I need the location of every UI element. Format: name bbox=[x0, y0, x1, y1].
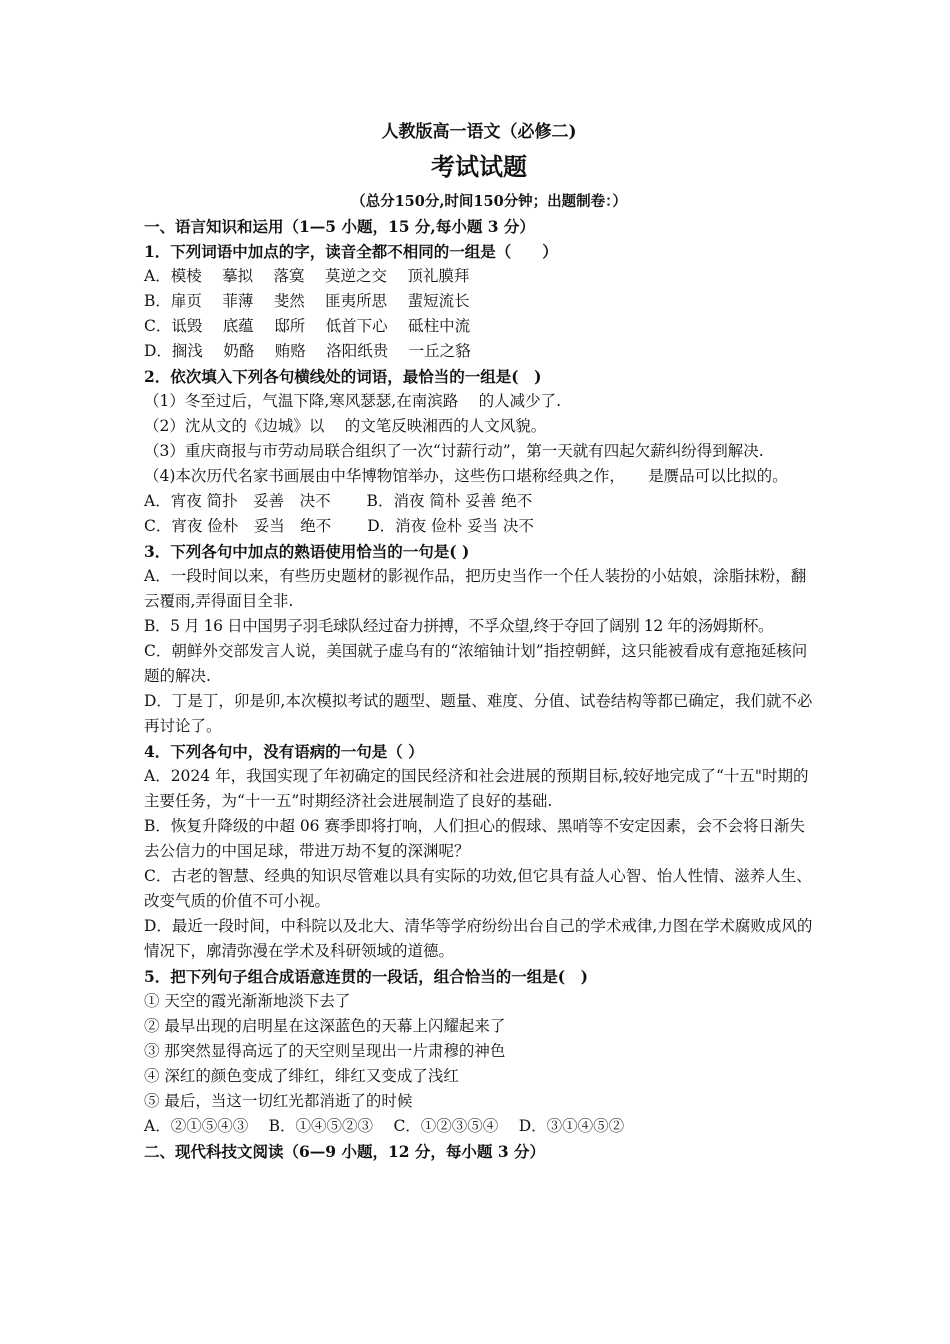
question-2-item-3: （3）重庆商报与市劳动局联合组织了一次“讨薪行动”，第一天就有四起欠薪纠纷得到解决. bbox=[144, 442, 764, 460]
question-2-item-4: （4)本次历代名家书画展由中华博物馆举办，这些伤口堪称经典之作， 是赝品可以比拟的。 bbox=[144, 467, 788, 485]
question-5-stem: 5．把下列句子组合成语意连贯的一段话，组合恰当的一组是( ) bbox=[144, 967, 588, 986]
question-3-stem: 3．下列各句中加点的熟语使用恰当的一句是( ) bbox=[144, 542, 470, 561]
question-3-option-d: D．丁是丁，卯是卯,本次模拟考试的题型、题量、难度、分值、试卷结构等都已确定，我们就不必再讨论了。 bbox=[144, 692, 813, 735]
question-4-option-c: C．古老的智慧、经典的知识尽管难以具有实际的功效,但它具有益人心智、怡人性情、滋养人生、改变气质的价值不可小视。 bbox=[144, 867, 812, 910]
exam-meta: （总分150分,时间150分钟；出题制卷：） bbox=[351, 193, 627, 210]
question-1-option-c: C．诋毁 底蕴 邸所 低首下心 砥柱中流 bbox=[144, 317, 471, 335]
question-4-option-a: A．2024 年，我国实现了年初确定的国民经济和社会进展的预期目标,较好地完成了“十五"时期的主要任务，为“十一五”时期经济社会进展制造了良好的基础. bbox=[144, 767, 809, 810]
question-5-item-1: ① 天空的霞光渐渐地淡下去了 bbox=[144, 992, 351, 1010]
question-1-option-a: A．模棱 摹拟 落寞 莫逆之交 顶礼膜拜 bbox=[144, 267, 470, 285]
question-2-options-ab: A．宵夜 简扑 妥善 决不 B．消夜 简朴 妥善 绝不 bbox=[144, 492, 533, 510]
question-1-option-d: D．搁浅 奶酪 贿赂 洛阳纸贵 一丘之貉 bbox=[144, 342, 471, 360]
question-4-option-b: B．恢复升降级的中超 06 赛季即将打响，人们担心的假球、黑哨等不安定因素，会不会将日渐失去公信力的中国足球，带进万劫不复的深渊呢？ bbox=[144, 817, 805, 860]
question-1-stem: 1．下列词语中加点的字，读音全都不相同的一组是（ ） bbox=[144, 242, 558, 261]
exam-subtitle: 考试试题 bbox=[431, 152, 527, 181]
section-1-heading: 一、语言知识和运用（1—5 小题，15 分,每小题 3 分） bbox=[144, 217, 535, 236]
question-2-item-1: （1）冬至过后，气温下降,寒风瑟瑟,在南滨路 的人减少了. bbox=[144, 392, 562, 410]
exam-title: 人教版高一语文（必修二) bbox=[381, 122, 577, 142]
question-5-item-5: ⑤ 最后，当这一切红光都消逝了的时候 bbox=[144, 1092, 413, 1110]
question-5-options: A．②①⑤④③ B．①④⑤②③ C．①②③⑤④ D．③①④⑤② bbox=[144, 1117, 625, 1135]
question-5-item-2: ② 最早出现的启明星在这深蓝色的天幕上闪耀起来了 bbox=[144, 1017, 506, 1035]
question-3-option-c: C．朝鲜外交部发言人说，美国就子虚乌有的“浓缩铀计划”指控朝鲜，这只能被看成有意拖延核问题的解决. bbox=[144, 642, 808, 685]
exam-page bbox=[144, 118, 814, 1164]
section-2-heading: 二、现代科技文阅读（6—9 小题，12 分，每小题 3 分） bbox=[144, 1142, 546, 1161]
question-4-stem: 4．下列各句中，没有语病的一句是（ ） bbox=[144, 742, 424, 761]
question-1-option-b: B．扉页 菲薄 斐然 匪夷所思 蜚短流长 bbox=[144, 292, 470, 310]
question-3-option-a: A．一段时间以来，有些历史题材的影视作品，把历史当作一个任人装扮的小姑娘，涂脂抹粉，翻云覆雨,弄得面目全非. bbox=[144, 567, 807, 610]
question-3-option-b: B．5 月 16 日中国男子羽毛球队经过奋力拼搏，不孚众望,终于夺回了阔别 12 年的汤姆斯杯。 bbox=[144, 617, 774, 635]
question-2-stem: 2．依次填入下列各句横线处的词语，最恰当的一组是( ) bbox=[144, 367, 542, 386]
question-5-item-4: ④ 深红的颜色变成了绯红，绯红又变成了浅红 bbox=[144, 1067, 459, 1085]
question-2-options-cd: C．宵夜 俭朴 妥当 绝不 D．消夜 俭朴 妥当 决不 bbox=[144, 517, 534, 535]
question-5-item-3: ③ 那突然显得高远了的天空则呈现出一片肃穆的神色 bbox=[144, 1042, 506, 1060]
question-2-item-2: （2）沈从文的《边城》以 的文笔反映湘西的人文风貌。 bbox=[144, 417, 547, 435]
question-4-option-d: D．最近一段时间，中科院以及北大、清华等学府纷纷出台自己的学术戒律,力图在学术腐败成风的情况下，廓清弥漫在学术及科研领域的道德。 bbox=[144, 917, 813, 960]
